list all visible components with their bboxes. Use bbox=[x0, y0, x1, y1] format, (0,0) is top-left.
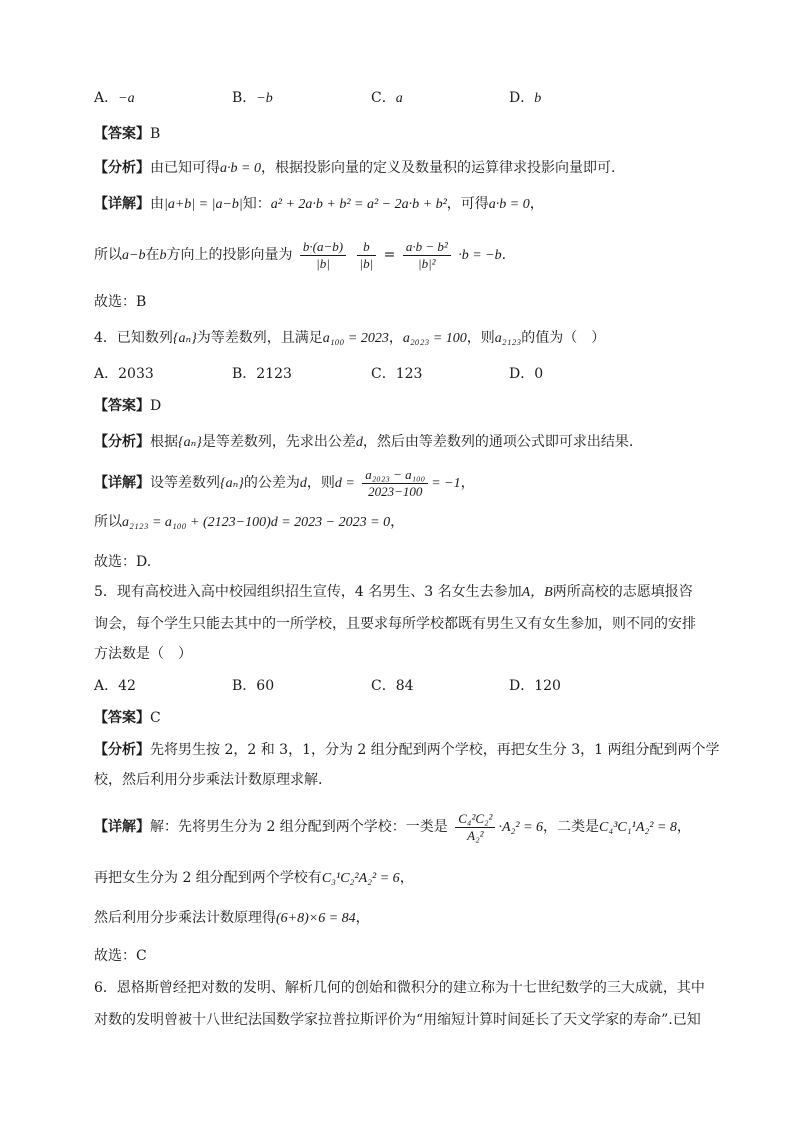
q5-frac: $\frac{\text{C₄²C₂²}}{\text{A₂²}}$ bbox=[455, 811, 495, 844]
q4-option-b: B．2123 bbox=[232, 366, 292, 382]
q3-detail: 【详解】由|a+b| = |a−b|知：a² + 2a·b + b² = a² − 2a·b + b²，可得a·b = 0， bbox=[94, 196, 544, 212]
q5-stem-line2: 询会，每个学生只能去其中的一所学校，且要求每所学校都既有男生又有女生参加，则不同的安排 bbox=[94, 616, 696, 632]
q5-option-a: A．42 bbox=[94, 678, 136, 694]
q5-line3: 然后利用分步乘法计数原理得(6+8)×6 = 84， bbox=[94, 910, 370, 926]
q5-answer: 【答案】C bbox=[94, 710, 161, 726]
q4-frac: $\frac{\text{a₂₀₂₃ − a₁₀₀}}{2023-100}$ bbox=[362, 467, 428, 500]
q5-line2: 再把女生分为 2 组分配到两个学校有C₃¹C₂²A₂² = 6， bbox=[94, 870, 414, 886]
q6-stem-line2: 对数的发明曾被十八世纪法国数学家拉普拉斯评价为“用缩短计算时间延长了天文学家的寿命”.已知 bbox=[94, 1012, 701, 1028]
q5-analysis-line1: 【分析】先将男生按 2，2 和 3，1，分为 2 组分配到两个学校，再把女生分 3，1 两组分配到两个学 bbox=[94, 742, 720, 758]
q3-frac-2: $\frac{b}{|b|}$ bbox=[357, 239, 377, 272]
q5-choose: 故选：C bbox=[94, 948, 147, 964]
q3-option-a: A．−a bbox=[94, 90, 135, 106]
q4-choose: 故选：D. bbox=[94, 554, 152, 570]
q3-projection: 所以a−b在b方向上的投影向量为 $\frac{b\cdot(a-b)}{|b|}$ $\frac{b}{|b|}$ = $\frac{\text{a·b − b²}}{\text{|b|²}}$ ·b = −b. bbox=[94, 238, 507, 271]
q3-frac-1: $\frac{b\cdot(a-b)}{|b|}$ bbox=[300, 239, 346, 272]
q3-option-d: D．b bbox=[509, 90, 542, 106]
q5-option-b: B．60 bbox=[232, 678, 275, 694]
q6-stem-line1: 6．恩格斯曾经把对数的发明、解析几何的创始和微积分的建立称为十七世纪数学的三大成就，其中 bbox=[94, 980, 705, 996]
q3-frac-3: $\frac{\text{a·b − b²}}{\text{|b|²}}$ bbox=[403, 239, 451, 272]
q4-line2: 所以a₂₁₂₃ = a₁₀₀ + (2123−100)d = 2023 − 2023 = 0， bbox=[94, 514, 405, 530]
q5-analysis-line2: 校，然后利用分步乘法计数原理求解. bbox=[94, 772, 323, 788]
q4-analysis: 【分析】根据{aₙ}是等差数列，先求出公差d，然后由等差数列的通项公式即可求出结果. bbox=[94, 434, 634, 450]
q3-option-b: B．−b bbox=[232, 90, 273, 106]
q5-stem-line3: 方法数是（ ） bbox=[94, 646, 192, 662]
q5-stem-line1: 5．现有高校进入高中校园组织招生宣传，4 名男生、3 名女生去参加A，B两所高校的志愿填报咨 bbox=[94, 584, 693, 600]
q3-option-c: C．a bbox=[371, 90, 403, 106]
q4-stem: 4．已知数列{aₙ}为等差数列，且满足a₁₀₀ = 2023，a₂₀₂₃ = 100，则a₂₁₂₃的值为（ ） bbox=[94, 330, 606, 346]
q4-option-c: C．123 bbox=[371, 366, 423, 382]
q5-option-d: D．120 bbox=[509, 678, 561, 694]
q3-analysis: 【分析】由已知可得a·b = 0，根据投影向量的定义及数量积的运算律求投影向量即可. bbox=[94, 160, 616, 176]
q4-option-a: A．2033 bbox=[94, 366, 154, 382]
q4-answer: 【答案】D bbox=[94, 398, 162, 414]
q5-detail: 【详解】解：先将男生分为 2 组分配到两个学校：一类是 $\frac{\text{C₄²C₂²}}{\text{A₂²}}$ ·A₂² = 6，二类是C₄³C₁¹A₂² = 8， bbox=[94, 810, 691, 843]
q4-detail: 【详解】设等差数列{aₙ}的公差为d，则d = $\frac{\text{a₂₀₂₃ − a₁₀₀}}{2023-100}$ = −1， bbox=[94, 466, 475, 499]
q5-option-c: C．84 bbox=[371, 678, 414, 694]
q3-choose: 故选：B bbox=[94, 294, 147, 310]
q4-option-d: D．0 bbox=[509, 366, 544, 382]
q3-answer: 【答案】B bbox=[94, 126, 161, 142]
